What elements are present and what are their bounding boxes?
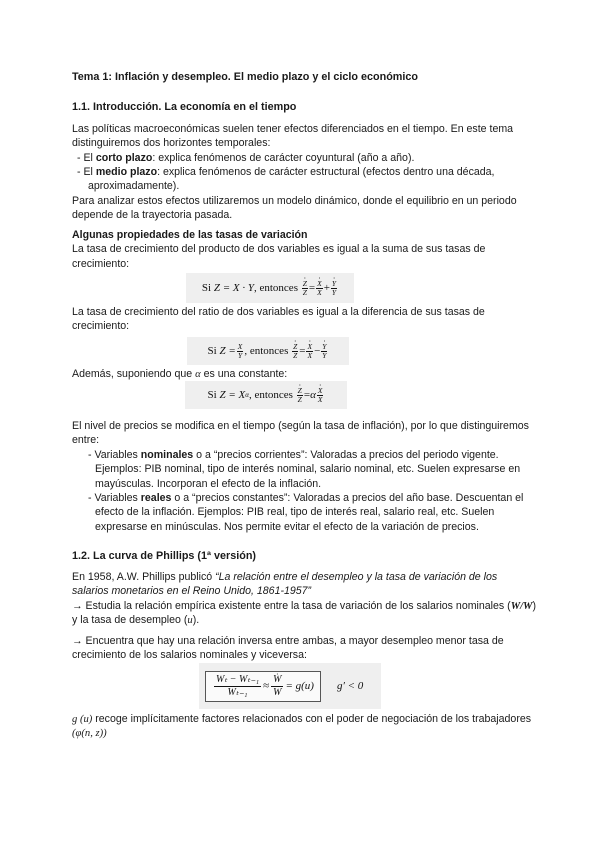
paragraph-line: La tasa de crecimiento del producto de dos variables es igual a la suma de sus tasas de — [72, 243, 486, 255]
paragraph-line: Para analizar estos efectos utilizaremos un modelo dinámico, donde el equilibrio en un periodo — [72, 195, 517, 207]
formula-ratio-growth: Si Z = $\frac{X}{Y}$ , entonces · Z Z = · X X − · Y Y — [187, 337, 349, 365]
bullet-continuation: efecto de la inflación. Ejemplos: PIB real, tipo de interés real, salario real, etc. Suelen — [95, 506, 495, 518]
paragraph-line: crecimiento: — [72, 258, 130, 270]
bullet-continuation: expresarse en minúsculas. Nos permite evitar el efecto de la variación de precios. — [95, 521, 479, 533]
bullet-continuation: mayúsculas. Incorporan el efecto de la inflación. — [95, 478, 322, 490]
bullet-nominales: - Variables nominales o a “precios corrientes”: Valoradas a precios del periodo vigente. — [88, 449, 499, 461]
paragraph-line: En 1958, A.W. Phillips publicó “La relación entre el desempleo y la tasa de variación de los — [72, 571, 498, 583]
paragraph-line: → Encuentra que hay una relación inversa entre ambas, a mayor desempleo menor tasa de — [72, 635, 504, 647]
paragraph-line: g (u) recoge implícitamente factores relacionados con el poder de negociación de los trabajadores — [72, 713, 532, 725]
bullet-medio-plazo: - El medio plazo: explica fenómenos de carácter estructural (efectos dentro una década, — [77, 166, 495, 178]
section-heading-1-2: 1.2. La curva de Phillips (1ª versión) — [72, 550, 257, 562]
formula-phillips-curve: $\frac{\text{Wₜ − Wₜ₋₁}}{\text{Wₜ₋₁}}$ ≈ · $\frac{W}{W}$ = g(u) g′ < 0 — [199, 663, 381, 709]
bullet-corto-plazo: - El corto plazo: explica fenómenos de carácter coyuntural (año a año). — [77, 152, 415, 164]
formula-phillips-box: $\frac{\text{Wₜ − Wₜ₋₁}}{\text{Wₜ₋₁}}$ ≈ · $\frac{W}{W}$ = g(u) — [205, 671, 321, 702]
paragraph-line: y la tasa de desempleo (u). — [72, 614, 200, 626]
formula-product-growth: Si Z = X · Y , entonces · Z Z = · X X + · Y Y — [186, 273, 354, 303]
paragraph-line: depende de la trayectoria pasada. — [72, 209, 233, 221]
paragraph-line: → Estudia la relación empírica existente entre la tasa de variación de los salarios nominales (W/W) — [72, 600, 537, 612]
section-heading-1-1: 1.1. Introducción. La economía en el tiempo — [72, 101, 297, 113]
paragraph-line: crecimiento de los salarios nominales y viceversa: — [72, 649, 307, 661]
paragraph-line: (φ(n, z)) — [72, 728, 107, 739]
paragraph-line: distinguiremos dos horizontes temporales: — [72, 137, 271, 149]
bullet-continuation: Ejemplos: PIB nominal, tipo de interés nominal, salario nominal, etc. Suelen expresarse en — [95, 463, 521, 475]
paragraph-line: Las políticas macroeconómicas suelen tener efectos diferenciados en el tiempo. En este tema — [72, 123, 514, 135]
paragraph-line: salarios monetarios en el Reino Unido, 1861-1957” — [72, 585, 312, 597]
subheading-propiedades: Algunas propiedades de las tasas de variación — [72, 229, 308, 241]
bullet-reales: - Variables reales o a “precios constantes”: Valoradas a precios del año base. Descuentan el — [88, 492, 524, 504]
page-title: Tema 1: Inflación y desempleo. El medio plazo y el ciclo económico — [72, 71, 418, 83]
paragraph-line: El nivel de precios se modifica en el tiempo (según la tasa de inflación), por lo que distinguiremos — [72, 420, 529, 432]
formula-power-growth: Si Z = X α , entonces · Z Z = α · X X — [185, 381, 347, 409]
paragraph-line: entre: — [72, 434, 100, 446]
paragraph-line: crecimiento: — [72, 320, 130, 332]
paragraph-line: La tasa de crecimiento del ratio de dos variables es igual a la diferencia de sus tasas de — [72, 306, 485, 318]
bullet-continuation: aproximadamente). — [88, 180, 180, 192]
paragraph-line: Además, suponiendo que α es una constante: — [72, 368, 288, 380]
